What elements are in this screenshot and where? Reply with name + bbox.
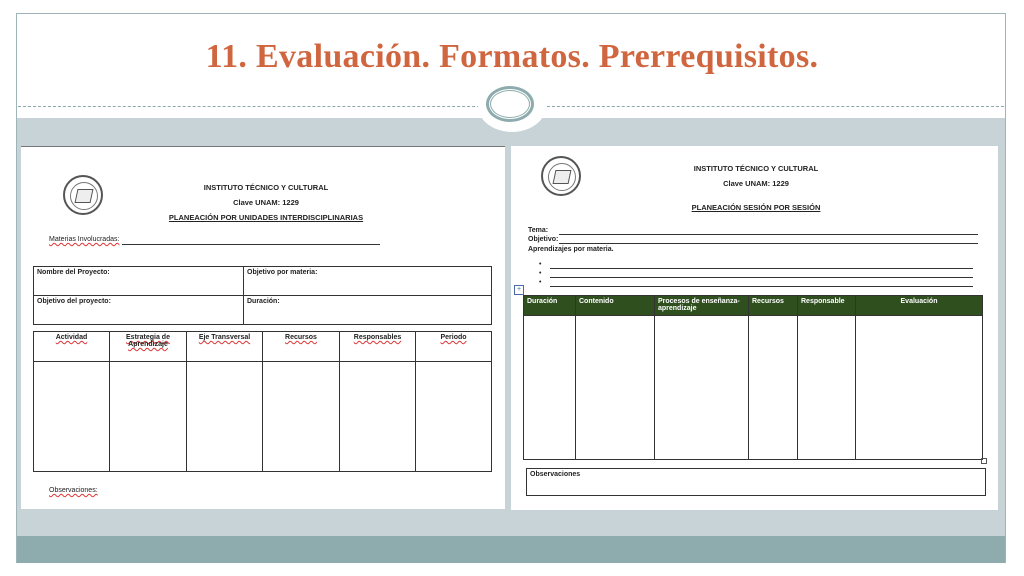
- aprendizajes-label: Aprendizajes por materia.: [528, 246, 614, 253]
- objetivo-materia-cell: Objetivo por materia:: [244, 267, 492, 296]
- aprendizaje-line-1: [550, 268, 973, 269]
- seal-book-icon: [553, 170, 572, 184]
- col-eje-transversal: Eje Transversal: [187, 332, 263, 362]
- nombre-proyecto-cell: Nombre del Proyecto:: [34, 267, 244, 296]
- col-procesos: Procesos de enseñanza-aprendizaje: [655, 296, 749, 316]
- institute-seal-icon: [541, 156, 581, 196]
- left-institute-name: INSTITUTO TÉCNICO Y CULTURAL: [203, 183, 329, 192]
- col-contenido: Contenido: [576, 296, 655, 316]
- col-duracion: Duración: [524, 296, 576, 316]
- col-actividad: Actividad: [34, 332, 110, 362]
- ornament-inner-ring: [490, 90, 530, 118]
- right-observaciones-cell: Observaciones: [527, 469, 986, 496]
- objetivo-label: Objetivo:: [528, 236, 559, 243]
- tema-label: Tema:: [528, 227, 549, 234]
- table-cell: [749, 316, 798, 460]
- left-observaciones-label: Observaciones:: [49, 487, 98, 494]
- col-estrategia: Estrategia de Aprendizaje: [110, 332, 187, 362]
- right-institute-name: INSTITUTO TÉCNICO Y CULTURAL: [693, 164, 819, 173]
- table-cell: [34, 362, 110, 472]
- table-cell: [798, 316, 856, 460]
- objetivo-proyecto-cell: Objetivo del proyecto:: [34, 296, 244, 325]
- col-responsables: Responsables: [340, 332, 416, 362]
- right-clave: Clave UNAM: 1229: [723, 179, 789, 188]
- table-resize-handle-icon[interactable]: [981, 458, 987, 464]
- right-session-table: [523, 295, 983, 460]
- left-activities-table: [33, 331, 492, 472]
- left-info-table: [33, 266, 492, 325]
- col-recursos: Recursos: [263, 332, 340, 362]
- right-plan-title: PLANEACIÓN SESIÓN POR SESIÓN: [691, 203, 821, 212]
- left-plan-title: PLANEACIÓN POR UNIDADES INTERDISCIPLINARIAS: [168, 213, 364, 222]
- aprendizaje-line-3: [550, 286, 973, 287]
- duracion-cell: Duración:: [244, 296, 492, 325]
- col-responsable: Responsable: [798, 296, 856, 316]
- materias-label: Materias Involucradas:: [49, 236, 120, 243]
- table-cell: [524, 316, 576, 460]
- table-cell: [340, 362, 416, 472]
- circle-ornament-icon: [478, 80, 546, 132]
- bullet-3: •: [539, 279, 542, 286]
- bullet-2: •: [539, 270, 542, 277]
- left-clave: Clave UNAM: 1229: [233, 198, 299, 207]
- table-cell: [856, 316, 983, 460]
- table-cell: [263, 362, 340, 472]
- left-document: [21, 146, 505, 509]
- materias-line: [122, 244, 380, 245]
- table-cell: [576, 316, 655, 460]
- table-cell: [416, 362, 492, 472]
- col-evaluacion: Evaluación: [856, 296, 983, 316]
- right-observaciones-table: [526, 468, 986, 496]
- aprendizaje-line-2: [550, 277, 973, 278]
- slide-title: 11. Evaluación. Formatos. Prerrequisitos.: [205, 38, 819, 75]
- bottom-band: [17, 536, 1005, 563]
- col-recursos: Recursos: [749, 296, 798, 316]
- bullet-1: •: [539, 261, 542, 268]
- right-document: [511, 146, 998, 510]
- table-cell: [110, 362, 187, 472]
- tema-line: [559, 234, 978, 235]
- table-cell: [187, 362, 263, 472]
- institute-seal-icon: [63, 175, 103, 215]
- col-periodo: Periodo: [416, 332, 492, 362]
- seal-book-icon: [75, 189, 94, 203]
- objetivo-line: [559, 243, 978, 244]
- table-cell: [655, 316, 749, 460]
- table-move-handle-icon[interactable]: +: [514, 285, 524, 295]
